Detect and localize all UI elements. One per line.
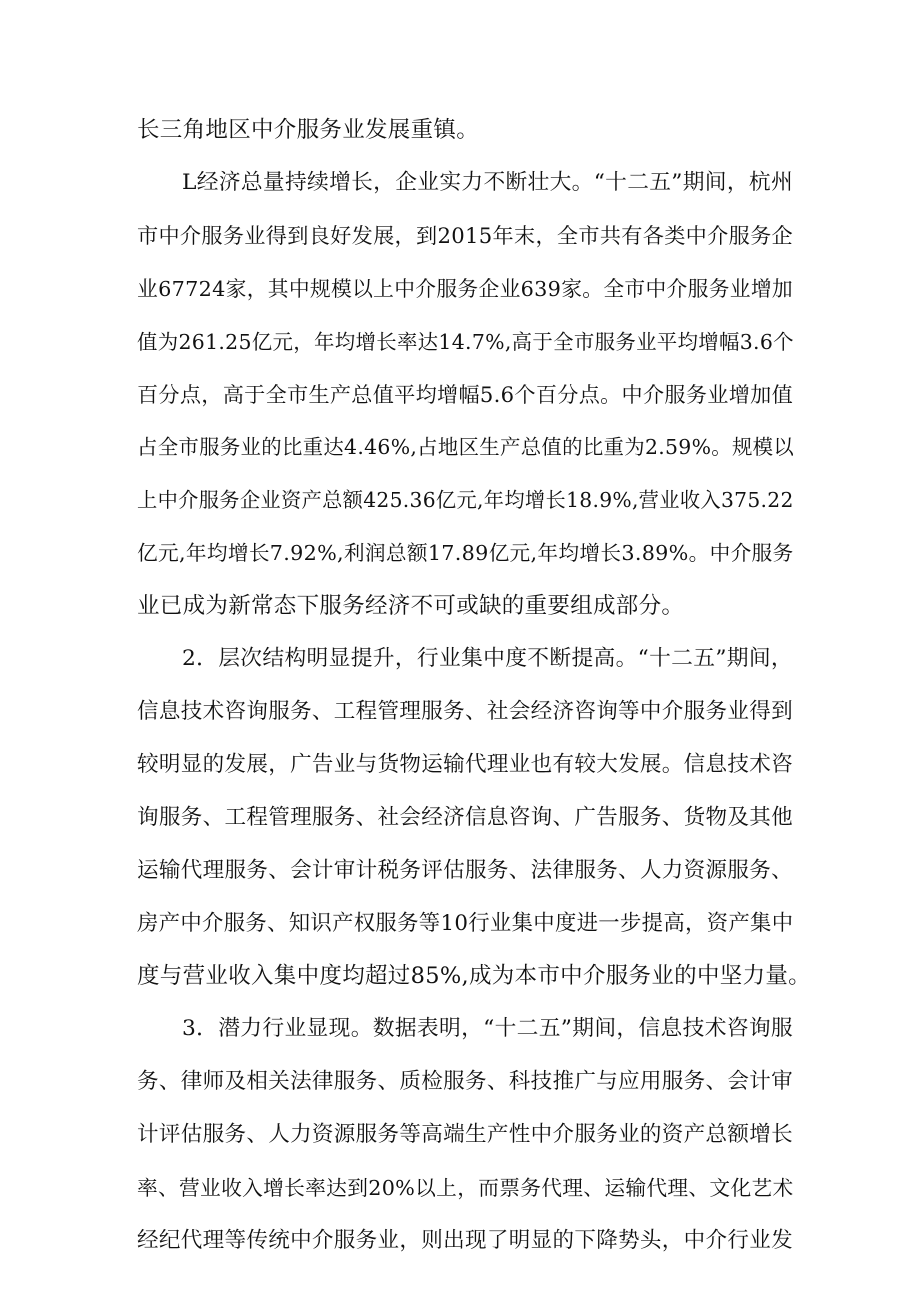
text-line: L经济总量持续增长，企业实力不断壮大。“十二五”期间，杭州 <box>182 169 793 195</box>
text-line: 市中介服务业得到良好发展，到2015年末，全市共有各类中介服务企 <box>137 222 793 248</box>
text-line: 上中介服务企业资产总额425.36亿元,年均增长18.9%,营业收入375.22 <box>137 488 794 513</box>
text-line: 房产中介服务、知识产权服务等10行业集中度进一步提高，资产集中 <box>137 910 794 936</box>
text-line: 亿元,年均增长7.92%,利润总额17.89亿元,年均增长3.89%。中介服务 <box>137 541 794 566</box>
text-line: 率、营业收入增长率达到20%以上，而票务代理、运输代理、文化艺术 <box>137 1176 794 1200</box>
text-line: 信息技术咨询服务、工程管理服务、社会经济咨询等中介服务业得到 <box>137 698 793 724</box>
text-line: 业67724家，其中规模以上中介服务企业639家。全市中介服务业增加 <box>137 276 793 301</box>
text-line: 值为261.25亿元，年均增长率达14.7%,高于全市服务业平均增幅3.6个 <box>137 329 794 354</box>
text-line: 询服务、工程管理服务、社会经济信息咨询、广告服务、货物及其他 <box>137 804 793 830</box>
text-line: 务、律师及相关法律服务、质检服务、科技推广与应用服务、会计审 <box>137 1069 793 1095</box>
text-line: 计评估服务、人力资源服务等高端生产性中介服务业的资产总额增长 <box>137 1122 793 1148</box>
text-line: 经纪代理等传统中介服务业，则出现了明显的下降势头，中介行业发 <box>137 1227 793 1253</box>
text-line: 度与营业收入集中度均超过85%,成为本市中介服务业的中坚力量。 <box>137 963 811 990</box>
text-line: 长三角地区中介服务业发展重镇。 <box>137 117 480 143</box>
text-line: 运输代理服务、会计审计税务评估服务、法律服务、人力资源服务、 <box>137 857 793 883</box>
text-line: 3．潜力行业显现。数据表明，“十二五”期间，信息技术咨询服 <box>182 1016 793 1042</box>
text-line: 百分点，高于全市生产总值平均增幅5.6个百分点。中介服务业增加值 <box>137 381 793 407</box>
text-line: 2．层次结构明显提升，行业集中度不断提高。“十二五”期间， <box>182 646 793 671</box>
text-line: 较明显的发展，广告业与货物运输代理业也有较大发展。信息技术咨 <box>137 751 793 777</box>
text-line: 占全市服务业的比重达4.46%,占地区生产总值的比重为2.59%。规模以 <box>137 435 795 460</box>
text-line: 业已成为新常态下服务经济不可或缺的重要组成部分。 <box>137 593 685 620</box>
